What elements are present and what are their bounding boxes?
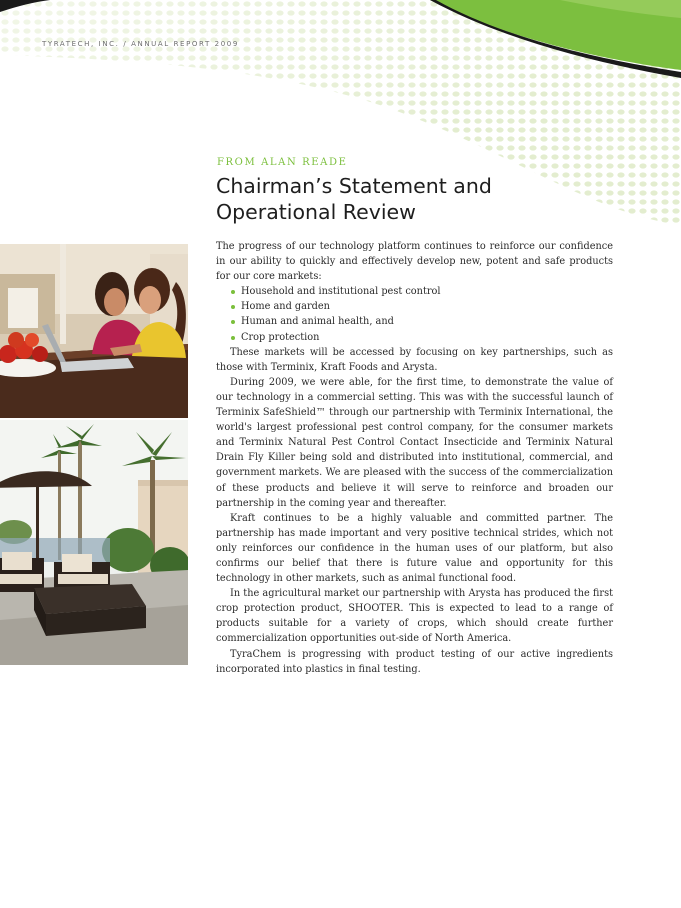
paragraph-partnerships: These markets will be accessed by focusing on key partnerships, such as those with Terminix, Kraft Foods and Arysta. — [216, 346, 613, 373]
paragraph-kraft: Kraft continues to be a highly valuable and committed partner. The partnership has made important and very positive technical strides, which not only reinforces our confidence in the human uses of our platform, but also confirms our belief that there is future value and opportunity for this technology in other markets, such as animal functional food. — [216, 512, 613, 585]
list-item: Home and garden — [231, 299, 613, 314]
list-item: Human and animal health, and — [231, 314, 613, 329]
core-markets-list — [216, 284, 613, 344]
list-item: Crop protection — [231, 330, 613, 345]
page-title — [216, 173, 516, 225]
body-text — [216, 239, 613, 677]
page-title-line-1: Chairman’s Statement and — [216, 174, 492, 198]
list-item: Household and institutional pest control — [231, 284, 613, 299]
photo-family-laptop — [0, 244, 188, 418]
paragraph-terminix: During 2009, we were able, for the first time, to demonstrate the value of our technology in a commercial setting. This was with the successful launch of Terminix SafeShield™ through our partnership with Terminix International, the world's largest professional pest control company, for the consumer markets and Terminix Natural Pest Control Contact Insecticide and Terminix Natural Drain Fly Killer being sold and distributed into institutional, commercial, and government markets. We are pleased with the success of the commercialization of these products and believe it will serve to reinforce and broaden our partnership in the coming year and thereafter. — [216, 376, 613, 509]
page-title-line-2: Operational Review — [216, 200, 416, 224]
photo-patio-palms — [0, 420, 188, 665]
intro-paragraph: The progress of our technology platform continues to reinforce our confidence in our ability to quickly and effectively develop new, potent and safe products for our core markets: — [216, 241, 613, 283]
section-kicker: FROM ALAN READE — [217, 157, 348, 168]
paragraph-tyrachem: TyraChem is progressing with product testing of our active ingredients incorporated into plastics in final testing. — [216, 648, 613, 675]
paragraph-arysta: In the agricultural market our partnership with Arysta has produced the first crop protection product, SHOOTER. This is expected to lead to a range of products suitable for a variety of crops, which should create further commercialization opportunities out-side of North America. — [216, 588, 613, 645]
running-head: TYRATECH, INC. / ANNUAL REPORT 2009 — [42, 40, 239, 48]
